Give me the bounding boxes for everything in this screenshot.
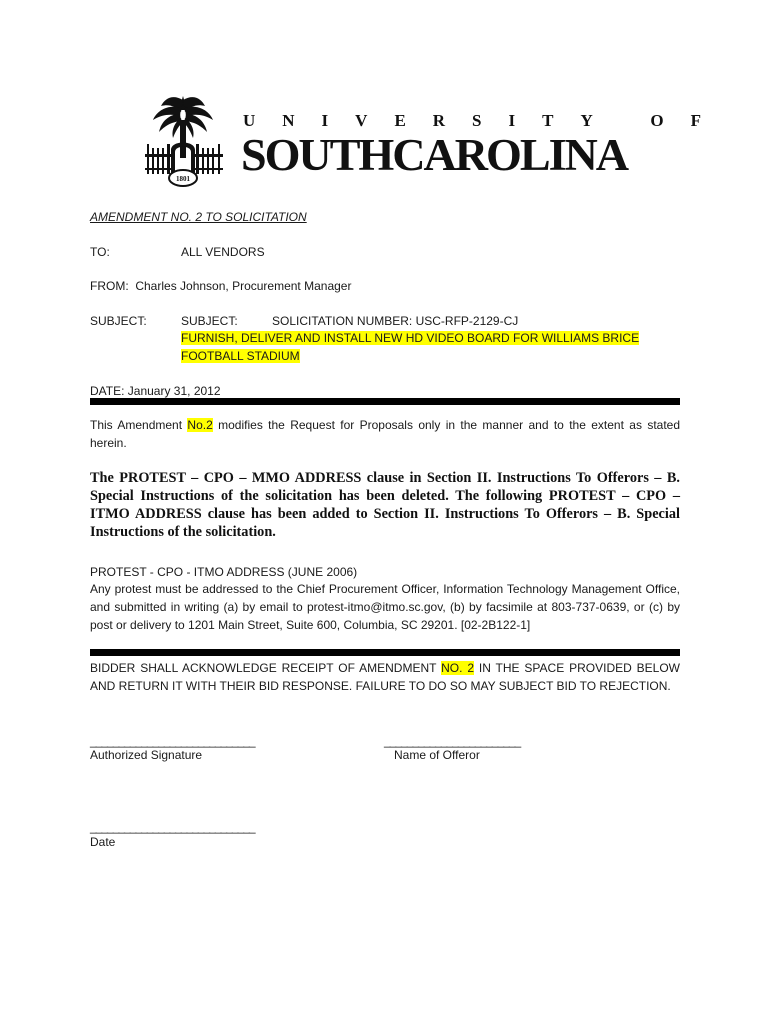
palmetto-seal-icon	[143, 92, 728, 190]
subject-title-line1: FURNISH, DELIVER AND INSTALL NEW HD VIDEO BOARD FOR WILLIAMS BRICE	[181, 331, 640, 345]
from-label: FROM:	[90, 279, 129, 293]
subject-label: SUBJECT:	[90, 314, 147, 328]
to-value: ALL VENDORS	[181, 245, 265, 259]
clause-body: Any protest must be addressed to the Chief Procurement Officer, Information Technology Management Office, and submitted in writing (a) by email to protest-itmo@itmo.sc.gov, (b) by facsimile at 803-737-0639, or (c) by post or delivery to 1201 Main Street, Suite 600, Columbia, SC 29201. [02-2B122-1]	[90, 582, 680, 632]
solicitation-number: SOLICITATION NUMBER: USC-RFP-2129-CJ	[272, 314, 519, 328]
svg-text:UNIVERSITY OF: UNIVERSITY OF	[243, 111, 728, 130]
from-value: Charles Johnson, Procurement Manager	[135, 279, 352, 293]
section-divider	[90, 398, 680, 405]
acknowledge-divider	[90, 649, 680, 656]
date-line: DATE: January 31, 2012	[90, 384, 221, 398]
date-label: Date	[90, 835, 116, 849]
clause-heading: PROTEST - CPO - ITMO ADDRESS (JUNE 2006)	[90, 565, 358, 579]
acknowledge-paragraph: BIDDER SHALL ACKNOWLEDGE RECEIPT OF AMENDMENT NO. 2 IN THE SPACE PROVIDED BELOW AND RETURN IT WITH THEIR BID RESPONSE. FAILURE TO DO SO MAY SUBJECT BID TO REJECTION.	[90, 661, 681, 693]
svg-text:1801: 1801	[176, 175, 190, 183]
to-label: TO:	[90, 245, 110, 259]
subject-inner-label: SUBJECT:	[181, 314, 238, 328]
amendment-number-highlight: No.2	[187, 418, 213, 432]
notice-paragraph: The PROTEST – CPO – MMO ADDRESS clause in Section II. Instructions To Offerors – B. Special Instructions of the solicitation has been deleted. The following PROTEST – CPO – ITMO ADDRESS clause has been added to Section II. Instructions To Offerors – B. Special Instructions of the solicitation.	[90, 470, 680, 540]
amendment-title: AMENDMENT NO. 2 TO SOLICITATION	[90, 210, 307, 224]
authorized-signature-label: Authorized Signature	[90, 748, 203, 762]
offeror-name-line[interactable]: ________________________	[384, 734, 521, 748]
from-line	[90, 277, 351, 295]
subject-title-line2: FOOTBALL STADIUM	[181, 349, 300, 363]
svg-text:SOUTHCAROLINA: SOUTHCAROLINA	[241, 130, 630, 180]
signature-line[interactable]: _____________________________	[90, 734, 255, 748]
acknowledge-number-highlight: NO. 2	[441, 661, 475, 675]
offeror-name-label: Name of Offeror	[394, 748, 480, 762]
date-signature-line[interactable]: _____________________________	[90, 820, 255, 834]
intro-paragraph: This Amendment No.2 modifies the Request for Proposals only in the manner and to the extent as stated herein.	[90, 418, 681, 450]
university-logo	[143, 92, 728, 190]
